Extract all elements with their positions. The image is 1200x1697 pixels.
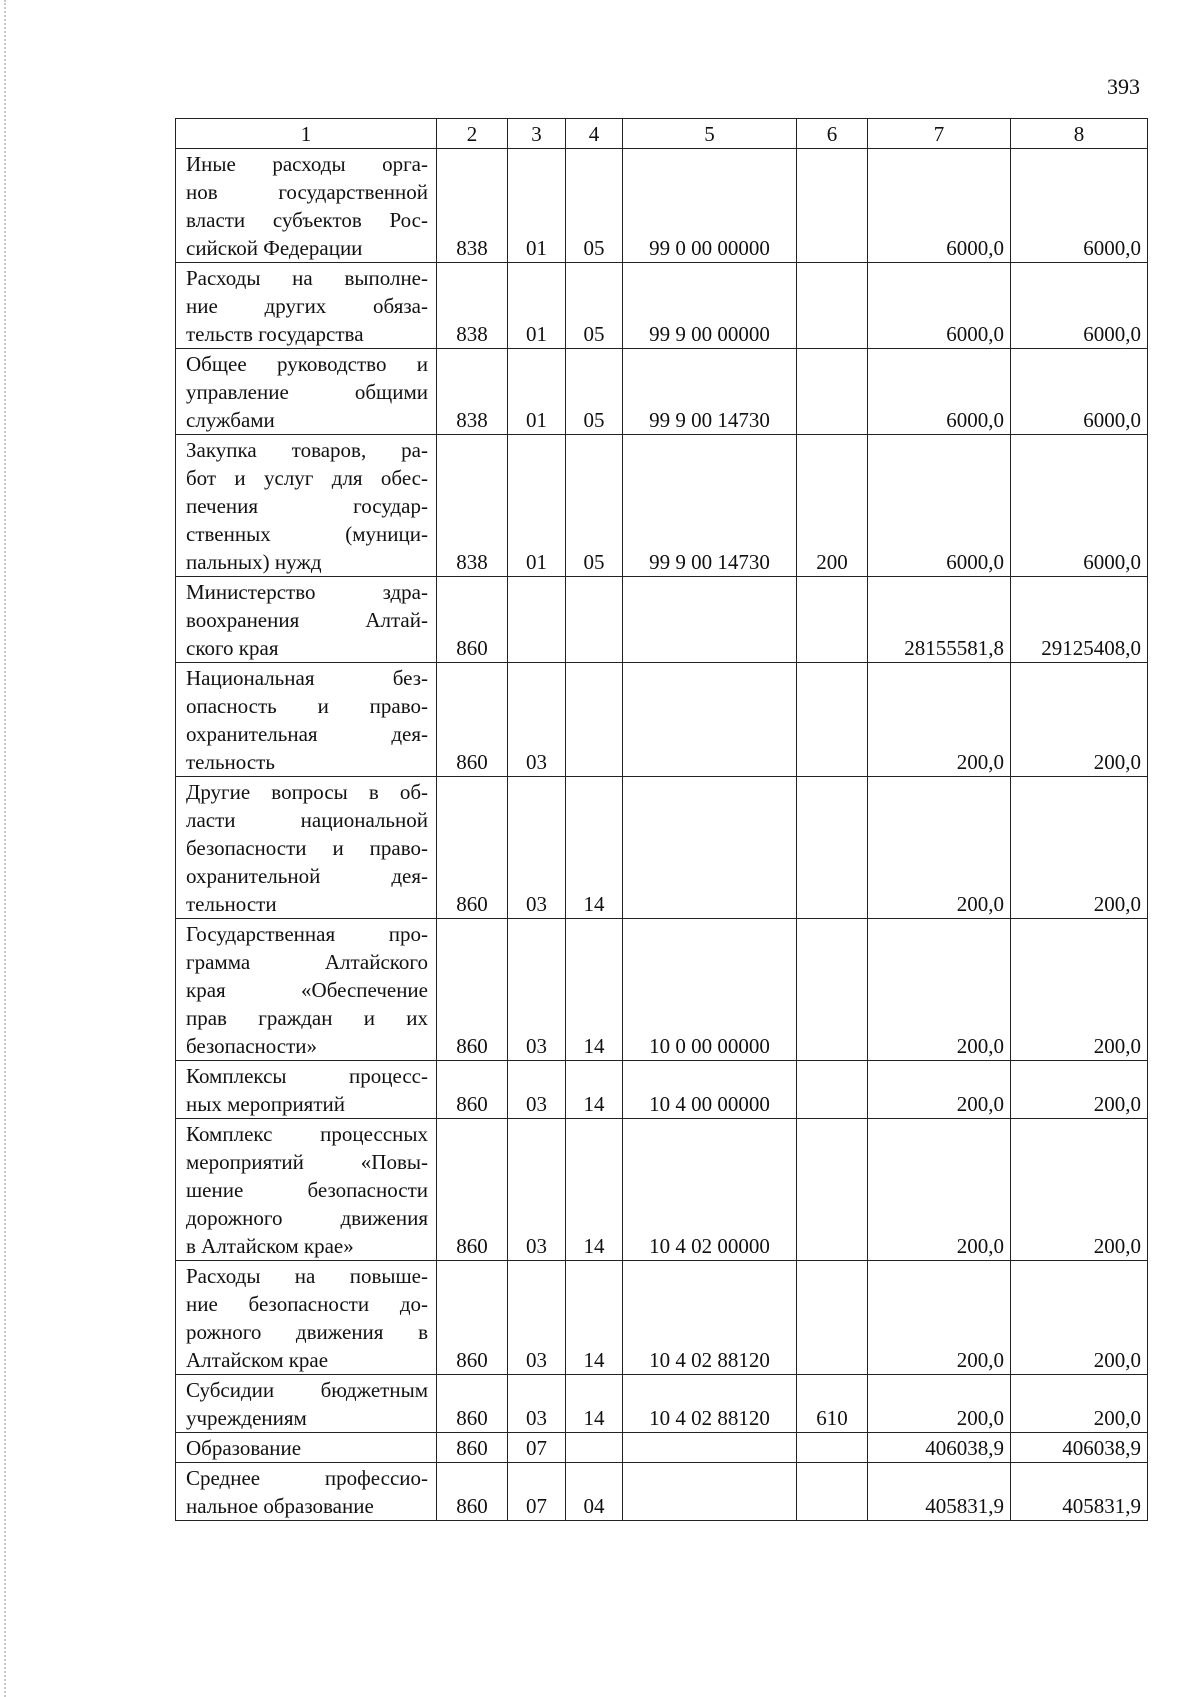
ministry-code-cell: 860 (437, 577, 508, 663)
amount-cell: 6000,0 (1011, 349, 1148, 435)
table-row (176, 777, 1148, 919)
expense-name-line: нальное образование (186, 1494, 374, 1518)
expense-name-cell (176, 577, 437, 663)
expense-name-cell (176, 777, 437, 919)
amount-cell: 6000,0 (868, 349, 1011, 435)
expense-name-line: Закупка товаров, ра- (186, 438, 428, 462)
expense-name-line: безопасности и право- (186, 836, 428, 860)
ministry-code-cell: 860 (437, 1375, 508, 1433)
ministry-code-cell: 838 (437, 263, 508, 349)
table-row (176, 263, 1148, 349)
amount-cell: 6000,0 (1011, 435, 1148, 577)
table-row (176, 1261, 1148, 1375)
subsection-code-cell: 14 (566, 1375, 623, 1433)
expense-name-cell (176, 435, 437, 577)
expense-name-cell (176, 1463, 437, 1521)
amount-cell: 200,0 (1011, 1375, 1148, 1433)
expense-name-cell (176, 1433, 437, 1463)
expense-name-line: Другие вопросы в об- (186, 780, 428, 804)
expense-name-line: дорожного движения (186, 1206, 428, 1230)
ministry-code-cell: 860 (437, 663, 508, 777)
expense-name-line: Субсидии бюджетным (186, 1378, 428, 1402)
amount-cell: 200,0 (868, 777, 1011, 919)
table-row (176, 435, 1148, 577)
expense-name-line: в Алтайском крае» (186, 1234, 354, 1258)
subsection-code-cell: 05 (566, 263, 623, 349)
column-header: 6 (797, 119, 868, 149)
table-row (176, 663, 1148, 777)
column-header: 2 (437, 119, 508, 149)
amount-cell: 200,0 (868, 1375, 1011, 1433)
expense-name-line: Расходы на повыше- (186, 1264, 428, 1288)
expense-name-line: охранительная дея- (186, 722, 428, 746)
expense-name-line: рожного движения в (186, 1320, 428, 1344)
expense-name-cell (176, 663, 437, 777)
expense-type-cell (797, 1119, 868, 1261)
expense-type-cell: 610 (797, 1375, 868, 1433)
expense-name-line: нов государственной (186, 180, 428, 204)
amount-cell: 405831,9 (868, 1463, 1011, 1521)
expense-name-line: Расходы на выполне- (186, 266, 428, 290)
expense-type-cell (797, 1261, 868, 1375)
expense-type-cell (797, 149, 868, 263)
subsection-code-cell: 14 (566, 1061, 623, 1119)
subsection-code-cell: 04 (566, 1463, 623, 1521)
target-article-cell: 10 4 02 88120 (623, 1261, 797, 1375)
section-code-cell: 01 (508, 149, 566, 263)
expense-name-line: бот и услуг для обес- (186, 466, 428, 490)
target-article-cell: 99 0 00 00000 (623, 149, 797, 263)
expense-name-line: ственных (муници- (186, 522, 428, 546)
expense-name-cell (176, 349, 437, 435)
expense-name-cell (176, 1061, 437, 1119)
table-row (176, 349, 1148, 435)
expense-name-line: Комплексы процесс- (186, 1064, 428, 1088)
section-code-cell: 01 (508, 349, 566, 435)
table-row (176, 149, 1148, 263)
expense-name-line: учреждениям (186, 1406, 307, 1430)
target-article-cell: 10 4 02 88120 (623, 1375, 797, 1433)
table-row (176, 1463, 1148, 1521)
column-header: 1 (176, 119, 437, 149)
expense-name-line: ского края (186, 636, 279, 660)
ministry-code-cell: 860 (437, 1119, 508, 1261)
column-header: 4 (566, 119, 623, 149)
subsection-code-cell (566, 663, 623, 777)
section-code-cell: 03 (508, 1261, 566, 1375)
expense-name-line: Комплекс процессных (186, 1122, 428, 1146)
section-code-cell: 01 (508, 435, 566, 577)
target-article-cell: 10 4 00 00000 (623, 1061, 797, 1119)
table-row (176, 919, 1148, 1061)
amount-cell: 200,0 (868, 1261, 1011, 1375)
budget-table (175, 118, 1148, 1521)
column-header: 8 (1011, 119, 1148, 149)
table-row (176, 1119, 1148, 1261)
column-header: 5 (623, 119, 797, 149)
amount-cell: 200,0 (1011, 1119, 1148, 1261)
section-code-cell: 03 (508, 1119, 566, 1261)
amount-cell: 6000,0 (1011, 149, 1148, 263)
section-code-cell: 03 (508, 663, 566, 777)
expense-name-line: Образование (186, 1436, 302, 1460)
expense-name-line: Иные расходы орга- (186, 152, 428, 176)
page-number: 393 (1107, 74, 1140, 99)
ministry-code-cell: 860 (437, 777, 508, 919)
section-code-cell: 07 (508, 1463, 566, 1521)
target-article-cell (623, 577, 797, 663)
target-article-cell: 10 0 00 00000 (623, 919, 797, 1061)
amount-cell: 200,0 (868, 1061, 1011, 1119)
section-code-cell (508, 577, 566, 663)
section-code-cell: 03 (508, 777, 566, 919)
expense-type-cell (797, 663, 868, 777)
expense-name-line: Национальная без- (186, 666, 428, 690)
expense-name-line: службами (186, 408, 275, 432)
target-article-cell (623, 777, 797, 919)
section-code-cell: 07 (508, 1433, 566, 1463)
ministry-code-cell: 838 (437, 349, 508, 435)
expense-name-line: Общее руководство и (186, 352, 428, 376)
amount-cell: 200,0 (868, 919, 1011, 1061)
expense-type-cell (797, 777, 868, 919)
section-code-cell: 01 (508, 263, 566, 349)
table-header-row (176, 119, 1148, 149)
expense-name-line: ласти национальной (186, 808, 428, 832)
expense-name-line: края «Обеспечение (186, 978, 428, 1002)
amount-cell: 200,0 (1011, 777, 1148, 919)
expense-name-cell (176, 149, 437, 263)
ministry-code-cell: 860 (437, 1261, 508, 1375)
amount-cell: 405831,9 (1011, 1463, 1148, 1521)
amount-cell: 28155581,8 (868, 577, 1011, 663)
expense-name-cell (176, 1119, 437, 1261)
subsection-code-cell: 05 (566, 149, 623, 263)
expense-name-cell (176, 1261, 437, 1375)
ministry-code-cell: 860 (437, 919, 508, 1061)
expense-name-line: ние безопасности до- (186, 1292, 428, 1316)
amount-cell: 406038,9 (1011, 1433, 1148, 1463)
target-article-cell: 99 9 00 14730 (623, 435, 797, 577)
expense-type-cell (797, 577, 868, 663)
table-row (176, 577, 1148, 663)
section-code-cell: 03 (508, 1375, 566, 1433)
expense-type-cell (797, 1433, 868, 1463)
subsection-code-cell: 14 (566, 1261, 623, 1375)
target-article-cell (623, 663, 797, 777)
subsection-code-cell: 05 (566, 349, 623, 435)
section-code-cell: 03 (508, 1061, 566, 1119)
expense-type-cell (797, 263, 868, 349)
subsection-code-cell: 14 (566, 919, 623, 1061)
column-header: 3 (508, 119, 566, 149)
target-article-cell: 10 4 02 00000 (623, 1119, 797, 1261)
expense-type-cell (797, 1463, 868, 1521)
expense-name-line: управление общими (186, 380, 428, 404)
amount-cell: 6000,0 (1011, 263, 1148, 349)
ministry-code-cell: 860 (437, 1463, 508, 1521)
expense-name-line: воохранения Алтай- (186, 608, 428, 632)
expense-name-cell (176, 919, 437, 1061)
expense-type-cell (797, 1061, 868, 1119)
amount-cell: 6000,0 (868, 149, 1011, 263)
amount-cell: 406038,9 (868, 1433, 1011, 1463)
amount-cell: 200,0 (1011, 663, 1148, 777)
table-row (176, 1433, 1148, 1463)
column-header: 7 (868, 119, 1011, 149)
expense-name-line: тельств государства (186, 322, 364, 346)
target-article-cell: 99 9 00 14730 (623, 349, 797, 435)
table-row (176, 1061, 1148, 1119)
target-article-cell (623, 1463, 797, 1521)
table-body (176, 149, 1148, 1521)
amount-cell: 6000,0 (868, 435, 1011, 577)
expense-name-line: Министерство здра- (186, 580, 428, 604)
amount-cell: 200,0 (1011, 919, 1148, 1061)
ministry-code-cell: 838 (437, 435, 508, 577)
expense-name-line: ние других обяза- (186, 294, 428, 318)
expense-type-cell (797, 349, 868, 435)
ministry-code-cell: 838 (437, 149, 508, 263)
expense-name-line: власти субъектов Рос- (186, 208, 428, 232)
expense-name-line: шение безопасности (186, 1178, 428, 1202)
amount-cell: 200,0 (868, 663, 1011, 777)
table-row (176, 1375, 1148, 1433)
subsection-code-cell: 05 (566, 435, 623, 577)
expense-name-line: тельности (186, 892, 277, 916)
expense-name-cell (176, 263, 437, 349)
ministry-code-cell: 860 (437, 1061, 508, 1119)
expense-name-line: Государственная про- (186, 922, 428, 946)
expense-name-line: Среднее профессио- (186, 1466, 428, 1490)
amount-cell: 200,0 (1011, 1261, 1148, 1375)
amount-cell: 29125408,0 (1011, 577, 1148, 663)
expense-name-line: сийской Федерации (186, 236, 363, 260)
expense-name-line: печения государ- (186, 494, 428, 518)
target-article-cell (623, 1433, 797, 1463)
subsection-code-cell: 14 (566, 777, 623, 919)
expense-name-line: безопасности» (186, 1034, 318, 1058)
subsection-code-cell: 14 (566, 1119, 623, 1261)
expense-name-cell (176, 1375, 437, 1433)
subsection-code-cell (566, 1433, 623, 1463)
expense-name-line: опасность и право- (186, 694, 428, 718)
expense-name-line: пальных) нужд (186, 550, 322, 574)
ministry-code-cell: 860 (437, 1433, 508, 1463)
subsection-code-cell (566, 577, 623, 663)
expense-name-line: грамма Алтайского (186, 950, 428, 974)
amount-cell: 200,0 (1011, 1061, 1148, 1119)
expense-name-line: мероприятий «Повы- (186, 1150, 428, 1174)
amount-cell: 6000,0 (868, 263, 1011, 349)
expense-name-line: охранительной дея- (186, 864, 428, 888)
target-article-cell: 99 9 00 00000 (623, 263, 797, 349)
section-code-cell: 03 (508, 919, 566, 1061)
amount-cell: 200,0 (868, 1119, 1011, 1261)
scan-edge-marks (4, 0, 8, 1697)
expense-name-line: ных мероприятий (186, 1092, 345, 1116)
expense-name-line: тельность (186, 750, 275, 774)
expense-type-cell: 200 (797, 435, 868, 577)
expense-name-line: Алтайском крае (186, 1348, 329, 1372)
expense-type-cell (797, 919, 868, 1061)
expense-name-line: прав граждан и их (186, 1006, 428, 1030)
